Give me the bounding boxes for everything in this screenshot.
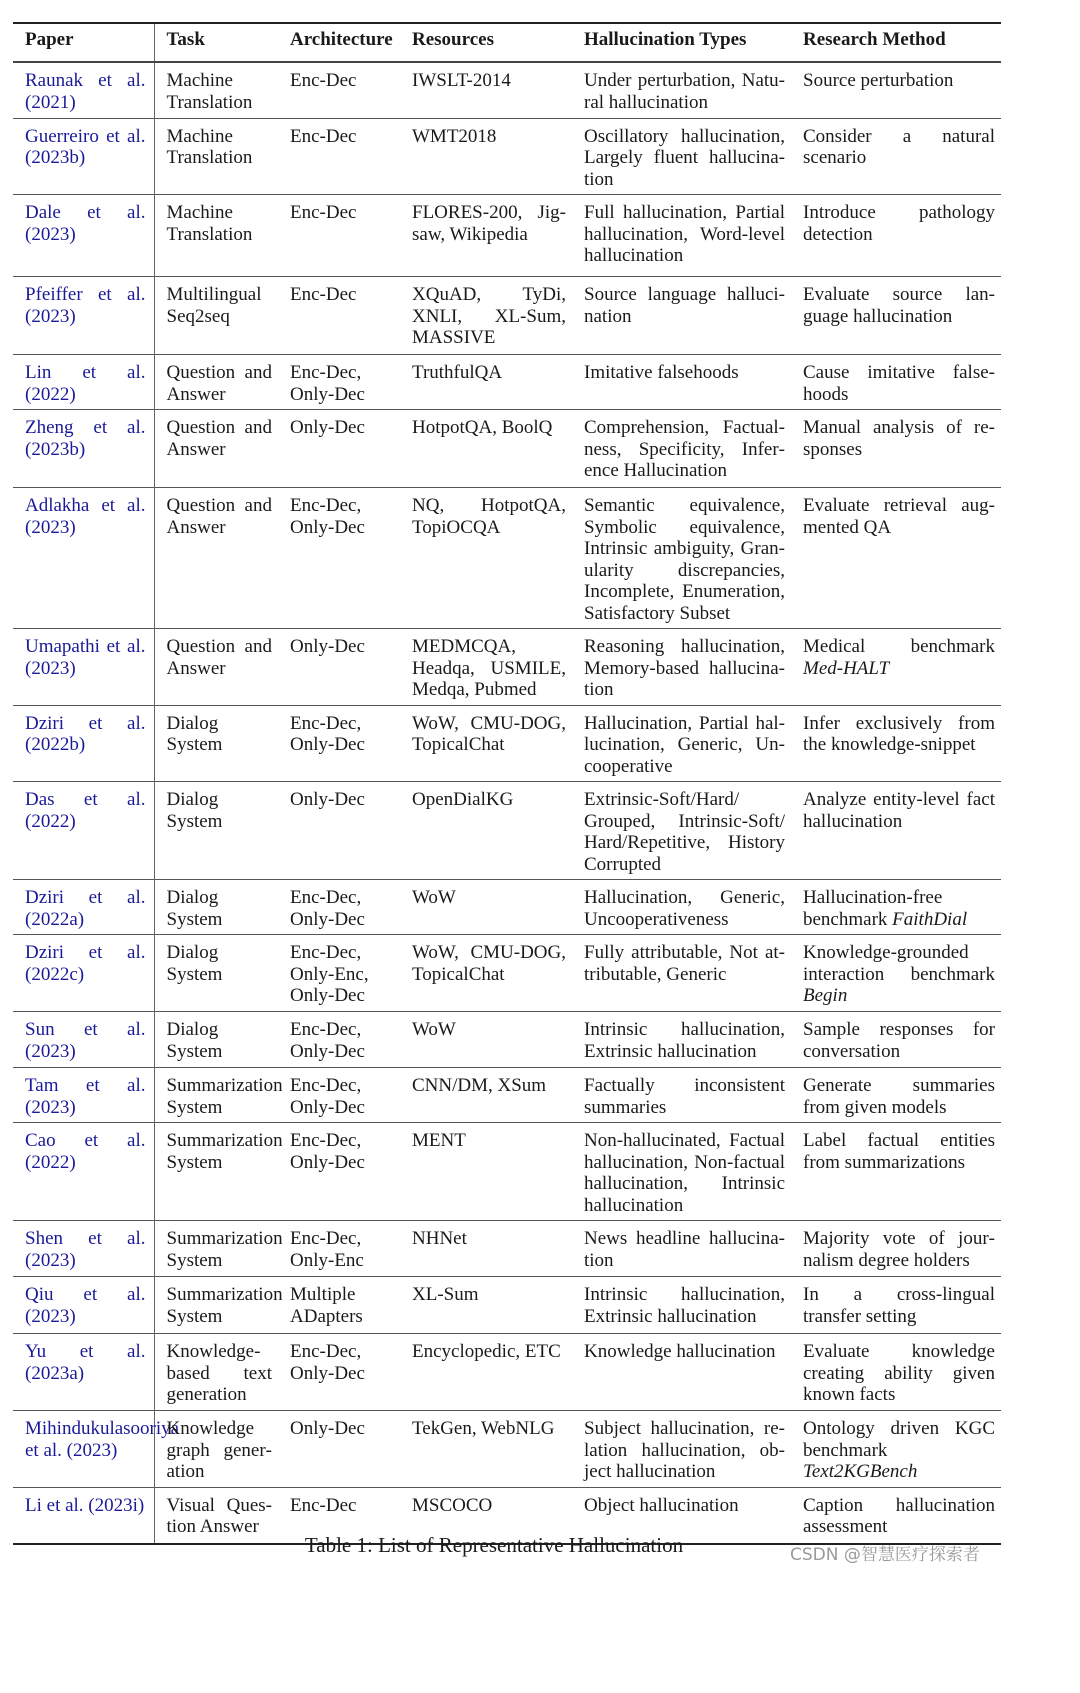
paper-citation-link-text[interactable]: Pfeiffer et al. (2023) xyxy=(25,284,146,327)
task-cell-text: Multilingual Seq2seq xyxy=(166,284,262,327)
header-architecture: Architecture xyxy=(290,29,393,50)
table-row xyxy=(13,1068,1001,1123)
architecture-cell xyxy=(278,1068,400,1123)
resources-cell-text: WoW, CMU-DOG, TopicalChat xyxy=(412,712,566,755)
paper-citation-link[interactable] xyxy=(13,355,154,410)
paper-citation-link[interactable] xyxy=(13,1334,154,1411)
resources-cell xyxy=(400,1012,572,1068)
paper-citation-link[interactable] xyxy=(13,1277,154,1334)
architecture-cell-text: Enc-Dec xyxy=(290,1494,357,1516)
architecture-cell xyxy=(278,118,400,195)
task-cell xyxy=(154,488,278,629)
architecture-cell xyxy=(278,62,400,118)
research-method-cell xyxy=(791,1123,1001,1221)
hallucination-types-cell xyxy=(572,705,791,782)
table-row xyxy=(13,277,1001,355)
architecture-cell-text: Enc-Dec, Only-Dec xyxy=(290,362,365,405)
paper-citation-link[interactable] xyxy=(13,1123,154,1221)
hallucination-types-cell-text: Comprehension, Factualness, Specificity, Inference Hallucination xyxy=(584,417,785,481)
hallucination-table-container xyxy=(13,22,1001,1545)
table-row xyxy=(13,1123,1001,1221)
paper-citation-link-text[interactable]: Adlakha et al. (2023) xyxy=(25,495,146,538)
architecture-cell xyxy=(278,705,400,782)
resources-cell-text: NQ, HotpotQA, TopiOCQA xyxy=(412,495,566,538)
architecture-cell-text: Enc-Dec, Only-Dec xyxy=(290,1075,365,1118)
task-cell-text: Question and Answer xyxy=(166,417,272,460)
hallucination-types-cell xyxy=(572,410,791,488)
research-method-cell-text: Introduce pathology detection xyxy=(803,202,995,245)
research-method-cell xyxy=(791,195,1001,277)
resources-cell xyxy=(400,880,572,935)
resources-cell-text: WoW xyxy=(412,1019,456,1040)
resources-cell-text: FLORES-200, Jigsaw, Wikipedia xyxy=(412,202,566,245)
resources-cell-text: MEDMCQA, Headqa, USMILE, Medqa, Pubmed xyxy=(412,636,566,700)
hallucination-types-cell xyxy=(572,782,791,880)
task-cell xyxy=(154,1123,283,1221)
task-cell-text: Dialog System xyxy=(166,942,223,985)
research-method-cell-text: Analyze entity-level fact hallucination xyxy=(803,789,995,832)
research-method-cell xyxy=(791,1277,1001,1334)
hallucination-types-cell-text: Semantic equivalence, Symbolic equivalence, Intrinsic ambiguity, Granularity discrepancies, Incomplete, Enumeration, Satisfactory Subset xyxy=(584,495,785,624)
hallucination-types-cell xyxy=(572,62,791,118)
resources-cell xyxy=(400,629,572,706)
resources-cell xyxy=(400,1123,572,1221)
architecture-cell xyxy=(278,880,400,935)
hallucination-types-cell-text: Under perturbation, Natural hallucination xyxy=(584,70,785,113)
resources-cell-text: MSCOCO xyxy=(412,1494,493,1516)
architecture-cell xyxy=(278,1221,400,1277)
paper-citation-link[interactable] xyxy=(13,195,154,277)
task-cell xyxy=(154,629,278,706)
table-body xyxy=(13,62,1001,1544)
research-method-cell-text: Source perturbation xyxy=(803,70,954,91)
research-method-cell-text: Cause imitative falsehoods xyxy=(803,362,995,405)
task-cell-text: Summarization System xyxy=(166,1284,283,1327)
task-cell xyxy=(154,118,278,195)
research-method-cell-text: Evaluate source language hallucination xyxy=(803,284,995,327)
architecture-cell xyxy=(278,277,400,355)
paper-citation-link[interactable] xyxy=(13,629,154,706)
hallucination-types-cell-text: Factually inconsistent summaries xyxy=(584,1075,785,1118)
research-method-cell-text: Generate summaries from given models xyxy=(803,1075,995,1118)
table-row xyxy=(13,62,1001,118)
research-method-cell-text: Label factual entities from summarizations xyxy=(803,1130,995,1173)
research-method-cell xyxy=(791,1221,1001,1277)
research-method-cell xyxy=(791,118,1001,195)
resources-cell xyxy=(400,277,572,355)
architecture-cell-text: Enc-Dec, Only-Dec xyxy=(290,712,365,755)
architecture-cell xyxy=(278,195,400,277)
resources-cell xyxy=(400,705,572,782)
research-method-cell-text: Sample responses for conversation xyxy=(803,1019,995,1062)
architecture-cell-text: Enc-Dec xyxy=(290,284,357,305)
paper-citation-link-text[interactable]: Yu et al. (2023a) xyxy=(25,1341,146,1384)
paper-citation-link-text[interactable]: Tam et al. (2023) xyxy=(25,1075,146,1118)
hallucination-types-cell-text: Object hallucination xyxy=(584,1494,739,1516)
resources-cell-text: CNN/DM, XSum xyxy=(412,1075,547,1096)
paper-citation-link-text[interactable]: Li et al. (2023i) xyxy=(25,1494,145,1516)
resources-cell xyxy=(400,488,572,629)
task-cell-text: Summarization System xyxy=(166,1228,283,1271)
paper-citation-link-text[interactable]: Das et al. (2022) xyxy=(25,789,146,832)
paper-citation-link-text[interactable]: Dale et al. (2023) xyxy=(25,202,146,245)
hallucination-types-cell-text: Oscillatory hallucination, Largely fluent hallucination xyxy=(584,125,785,190)
paper-citation-link[interactable] xyxy=(13,935,154,1012)
research-method-cell xyxy=(791,62,1001,118)
research-method-cell xyxy=(791,355,1001,410)
task-cell-text: Question and Answer xyxy=(166,495,272,538)
paper-citation-link-text[interactable]: Raunak et al. (2021) xyxy=(25,70,146,113)
task-cell xyxy=(154,1411,278,1488)
research-method-cell xyxy=(791,488,1001,629)
task-cell-text: Machine Translation xyxy=(166,202,253,245)
resources-cell-text: WMT2018 xyxy=(412,125,497,147)
paper-citation-link[interactable] xyxy=(13,488,154,629)
table-row xyxy=(13,410,1001,488)
resources-cell-text: WoW xyxy=(412,887,456,908)
hallucination-types-cell-text: Fully attributable, Not attributable, Generic xyxy=(584,942,785,985)
research-method-cell xyxy=(791,1012,1001,1068)
task-cell-text: Question and Answer xyxy=(166,362,272,405)
resources-cell-text: MENT xyxy=(412,1130,466,1151)
resources-cell-text: XL-Sum xyxy=(412,1284,479,1305)
paper-citation-link-text[interactable]: Qiu et al. (2023) xyxy=(25,1284,146,1327)
resources-cell-text: XQuAD, TyDi, XNLI, XL-Sum, MASSIVE xyxy=(412,284,566,348)
architecture-cell-text: Enc-Dec xyxy=(290,202,357,223)
task-cell-text: Summarization System xyxy=(166,1075,283,1118)
table-row xyxy=(13,1277,1001,1334)
research-method-cell xyxy=(791,935,1001,1012)
hallucination-types-cell-text: Extrinsic-Soft/Hard/ Grouped, Intrinsic-Soft/ Hard/Repetitive, History Corrupted xyxy=(584,789,785,875)
task-cell-text: Machine Translation xyxy=(166,125,253,168)
task-cell xyxy=(154,705,278,782)
hallucination-types-cell-text: Non-hallucinated, Factual hallucination, Non-factual hallucination, Intrinsic hallucination xyxy=(584,1130,785,1216)
table-row xyxy=(13,195,1001,277)
hallucination-types-cell xyxy=(572,935,791,1012)
paper-citation-link[interactable] xyxy=(13,62,154,118)
table-row xyxy=(13,880,1001,935)
architecture-cell xyxy=(278,782,400,880)
task-cell-text: Dialog System xyxy=(166,1019,223,1062)
paper-citation-link[interactable] xyxy=(13,410,154,488)
hallucination-types-cell xyxy=(572,355,791,410)
benchmark-name: Med-HALT xyxy=(803,657,890,679)
hallucination-types-cell xyxy=(572,118,791,195)
architecture-cell xyxy=(278,1123,400,1221)
hallucination-types-cell xyxy=(572,880,791,935)
architecture-cell-text: Enc-Dec, Only-Dec xyxy=(290,887,365,930)
research-method-cell xyxy=(791,782,1001,880)
hallucination-types-cell-text: Imitative falsehoods xyxy=(584,362,739,383)
resources-cell xyxy=(400,1277,572,1334)
task-cell-text: Dialog System xyxy=(166,712,223,755)
paper-citation-link-text[interactable]: Lin et al. (2022) xyxy=(25,362,146,405)
paper-citation-link-text[interactable]: Sun et al. (2023) xyxy=(25,1019,146,1062)
hallucination-types-cell xyxy=(572,195,791,277)
architecture-cell-text: Only-Dec xyxy=(290,1418,365,1439)
resources-cell xyxy=(400,782,572,880)
benchmark-name: Begin xyxy=(803,985,848,1006)
research-method-cell-text: Knowledge-grounded interaction benchmark xyxy=(803,942,995,985)
benchmark-name: Text2KGBench xyxy=(803,1461,918,1482)
resources-cell-text: NHNet xyxy=(412,1228,467,1249)
task-cell xyxy=(154,1068,283,1123)
architecture-cell-text: Enc-Dec, Only-Dec xyxy=(290,1019,365,1062)
research-method-cell xyxy=(791,1411,1001,1488)
table-row xyxy=(13,1221,1001,1277)
architecture-cell-text: Multiple ADapters xyxy=(290,1284,363,1327)
task-cell-text: Knowledge-based text generation xyxy=(166,1341,272,1405)
paper-citation-link[interactable] xyxy=(13,1012,154,1068)
architecture-cell-text: Only-Dec xyxy=(290,636,365,657)
resources-cell xyxy=(400,355,572,410)
hallucination-types-cell-text: Knowledge hallucination xyxy=(584,1341,776,1362)
research-method-cell-text: Hallucination-free benchmark xyxy=(803,887,943,930)
resources-cell xyxy=(400,1068,572,1123)
hallucination-types-cell xyxy=(572,629,791,706)
task-cell-text: Question and Answer xyxy=(166,636,272,679)
research-method-cell-text: Ontology driven KGC benchmark xyxy=(803,1418,995,1461)
research-method-cell xyxy=(791,705,1001,782)
hallucination-types-cell-text: Subject hallucination, relation hallucination, object hallucination xyxy=(584,1418,785,1482)
task-cell xyxy=(154,355,278,410)
resources-cell xyxy=(400,935,572,1012)
architecture-cell-text: Enc-Dec, Only-Dec xyxy=(290,495,365,538)
header-resources: Resources xyxy=(412,29,494,50)
hallucination-types-cell xyxy=(572,1277,791,1334)
task-cell-text: Dialog System xyxy=(166,789,223,832)
task-cell xyxy=(154,410,278,488)
task-cell xyxy=(154,1277,283,1334)
architecture-cell xyxy=(278,629,400,706)
architecture-cell-text: Only-Dec xyxy=(290,789,365,810)
hallucination-types-cell xyxy=(572,1334,791,1411)
hallucination-types-cell-text: Hallucination, Partial hallucination, Generic, Uncooperative xyxy=(584,712,785,777)
hallucination-types-cell xyxy=(572,1012,791,1068)
hallucination-types-cell-text: Hallucination, Generic, Uncooperativeness xyxy=(584,887,785,930)
paper-citation-link-text[interactable]: Dziri et al. (2022c) xyxy=(25,942,146,985)
architecture-cell-text: Only-Dec xyxy=(290,417,365,438)
watermark: CSDN @智慧医疗探索者 xyxy=(790,1545,980,1565)
hallucination-types-cell-text: Source language hallucination xyxy=(584,284,785,327)
architecture-cell xyxy=(278,1411,400,1488)
task-cell xyxy=(154,935,278,1012)
table-row xyxy=(13,488,1001,629)
research-method-cell-text: Evaluate retrieval augmented QA xyxy=(803,495,995,538)
hallucination-types-cell-text: Full hallucination, Partial hallucination, Word-level hallucination xyxy=(584,202,785,266)
header-paper: Paper xyxy=(13,23,154,62)
task-cell xyxy=(154,62,278,118)
task-cell-text: Machine Translation xyxy=(166,70,253,113)
architecture-cell-text: Enc-Dec, Only-Enc xyxy=(290,1228,364,1271)
paper-citation-link[interactable] xyxy=(13,705,154,782)
research-method-cell-text: Majority vote of journalism degree holders xyxy=(803,1228,995,1271)
table-row xyxy=(13,118,1001,195)
architecture-cell-text: Enc-Dec xyxy=(290,125,357,147)
header-hallucination-types: Hallucination Types xyxy=(584,29,747,50)
research-method-cell-text: Manual analysis of responses xyxy=(803,417,995,460)
benchmark-name: FaithDial xyxy=(892,908,968,930)
research-method-cell-text: Caption hallucination assessment xyxy=(803,1494,995,1537)
table-row xyxy=(13,782,1001,880)
architecture-cell xyxy=(278,355,400,410)
table-caption: Table 1: List of Representative Hallucination xyxy=(304,1533,684,1557)
hallucination-types-cell xyxy=(572,1068,791,1123)
architecture-cell xyxy=(278,488,400,629)
paper-citation-link[interactable] xyxy=(13,1411,180,1488)
architecture-cell xyxy=(278,410,400,488)
architecture-cell xyxy=(278,1277,400,1334)
paper-citation-link-text[interactable]: Zheng et al. (2023b) xyxy=(25,417,146,460)
table-row xyxy=(13,935,1001,1012)
paper-citation-link-text[interactable]: Mihindukulasooriya et al. (2023) xyxy=(25,1418,180,1461)
resources-cell xyxy=(400,1411,572,1488)
architecture-cell-text: Enc-Dec, Only-Dec xyxy=(290,1341,365,1384)
task-cell xyxy=(154,1221,283,1277)
resources-cell-text: IWSLT-2014 xyxy=(412,70,511,91)
research-method-cell-text: Consider a natural scenario xyxy=(803,125,995,168)
research-method-cell-text: Medical benchmark xyxy=(803,636,995,657)
task-cell-text: Dialog System xyxy=(166,887,223,930)
table-row xyxy=(13,1012,1001,1068)
header-research-method: Research Method xyxy=(803,29,946,50)
research-method-cell xyxy=(791,410,1001,488)
hallucination-types-cell xyxy=(572,488,791,629)
table-row xyxy=(13,629,1001,706)
table-row xyxy=(13,705,1001,782)
research-method-cell xyxy=(791,1068,1001,1123)
task-cell-text: Visual Question Answer xyxy=(166,1494,272,1537)
task-cell xyxy=(154,782,278,880)
resources-cell-text: OpenDialKG xyxy=(412,789,514,810)
architecture-cell-text: Enc-Dec, Only-Enc, Only-Dec xyxy=(290,942,369,1006)
table-header-row xyxy=(13,23,1001,62)
paper-citation-link-text[interactable]: Umapathi et al. (2023) xyxy=(25,636,146,679)
table-row xyxy=(13,355,1001,410)
table-row xyxy=(13,1411,1001,1488)
resources-cell-text: TruthfulQA xyxy=(412,362,503,383)
paper-citation-link[interactable] xyxy=(13,1068,154,1123)
paper-citation-link[interactable] xyxy=(13,782,154,880)
table-row xyxy=(13,1334,1001,1411)
research-method-cell-text: Evaluate knowledge creating ability given known facts xyxy=(803,1341,995,1405)
task-cell xyxy=(154,1012,278,1068)
architecture-cell xyxy=(278,1334,400,1411)
resources-cell-text: TekGen, WebNLG xyxy=(412,1418,555,1439)
hallucination-types-cell xyxy=(572,1221,791,1277)
hallucination-types-cell-text: Reasoning hallucination, Memory-based hallucination xyxy=(584,636,785,700)
resources-cell-text: Encyclopedic, ETC xyxy=(412,1341,561,1362)
research-method-cell-text: In a cross-lingual transfer setting xyxy=(803,1284,995,1327)
paper-citation-link-text[interactable]: Dziri et al. (2022a) xyxy=(25,887,146,930)
resources-cell xyxy=(400,195,572,277)
research-method-cell-text: Infer exclusively from the knowledge-snippet xyxy=(803,712,995,755)
paper-citation-link[interactable] xyxy=(13,277,154,355)
resources-cell xyxy=(400,62,572,118)
task-cell xyxy=(154,1334,278,1411)
research-method-cell xyxy=(791,277,1001,355)
paper-citation-link-text[interactable]: Cao et al. (2022) xyxy=(25,1130,146,1173)
task-cell xyxy=(154,880,278,935)
task-cell xyxy=(154,277,278,355)
task-cell-text: Summarization System xyxy=(166,1130,283,1173)
resources-cell-text: WoW, CMU-DOG, TopicalChat xyxy=(412,942,566,985)
architecture-cell xyxy=(278,1012,400,1068)
architecture-cell-text: Enc-Dec xyxy=(290,70,357,91)
paper-citation-link[interactable] xyxy=(13,880,154,935)
resources-cell xyxy=(400,118,572,195)
resources-cell xyxy=(400,1334,572,1411)
architecture-cell xyxy=(278,935,400,1012)
research-method-cell xyxy=(791,880,1001,935)
paper-citation-link[interactable] xyxy=(13,1221,154,1277)
resources-cell-text: HotpotQA, BoolQ xyxy=(412,417,553,438)
hallucination-types-cell-text: Intrinsic hallucination, Extrinsic hallucination xyxy=(584,1284,785,1327)
hallucination-table xyxy=(13,22,1001,1545)
resources-cell xyxy=(400,410,572,488)
paper-citation-link-text[interactable]: Shen et al. (2023) xyxy=(25,1228,146,1271)
resources-cell xyxy=(400,1221,572,1277)
task-cell xyxy=(154,195,278,277)
hallucination-types-cell xyxy=(572,1411,791,1488)
hallucination-types-cell xyxy=(572,1123,791,1221)
research-method-cell xyxy=(791,1334,1001,1411)
hallucination-types-cell-text: News headline hallucination xyxy=(584,1228,785,1271)
header-task: Task xyxy=(166,29,205,50)
task-cell-text: Knowledge graph generation xyxy=(166,1418,272,1482)
paper-citation-link[interactable] xyxy=(13,118,154,195)
hallucination-types-cell-text: Intrinsic hallucination, Extrinsic hallucination xyxy=(584,1019,785,1062)
paper-citation-link-text[interactable]: Dziri et al. (2022b) xyxy=(25,712,146,755)
paper-citation-link-text[interactable]: Guerreiro et al. (2023b) xyxy=(25,125,146,168)
architecture-cell-text: Enc-Dec, Only-Dec xyxy=(290,1130,365,1173)
hallucination-types-cell xyxy=(572,277,791,355)
research-method-cell xyxy=(791,629,1001,706)
